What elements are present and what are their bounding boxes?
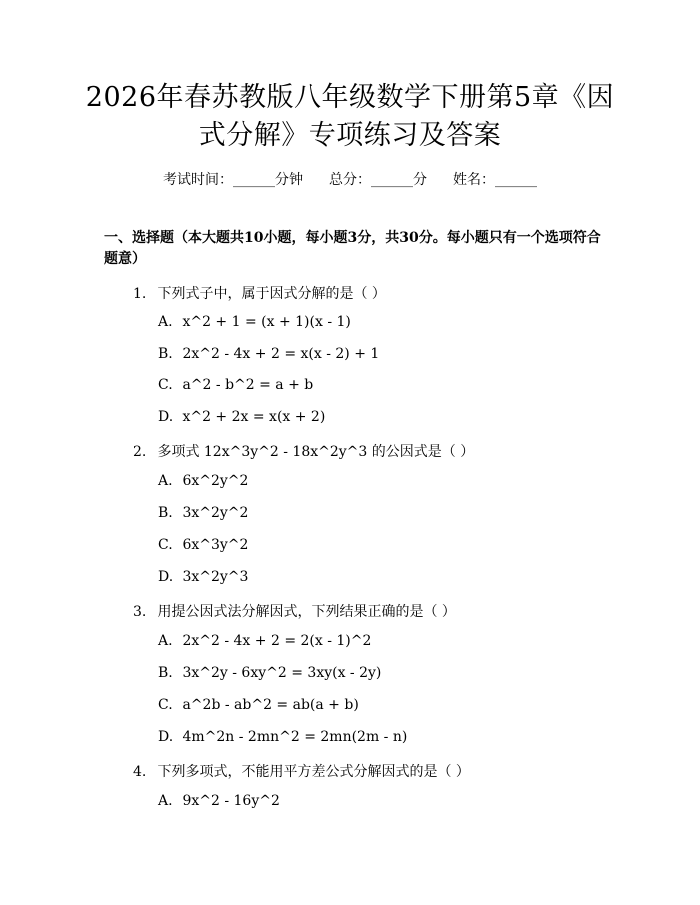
option-text: 2x^2 - 4x + 2 = 2(x - 1)^2	[182, 633, 372, 649]
question-text: 下列多项式，不能用平方差公式分解因式的是（ ）	[157, 764, 470, 780]
option-text: 6x^2y^2	[182, 473, 249, 489]
question-1	[133, 283, 386, 303]
question-1-option-a	[158, 314, 351, 330]
option-label: D.	[158, 409, 174, 425]
option-label: A.	[158, 314, 173, 330]
question-2-option-a	[158, 473, 248, 489]
option-text: x^2 + 2x = x(x + 2)	[182, 409, 326, 425]
question-1-option-d	[158, 409, 325, 425]
option-label: A.	[158, 633, 173, 649]
question-text: 用提公因式法分解因式，下列结果正确的是（ ）	[157, 604, 456, 620]
option-label: A.	[158, 793, 173, 809]
exam-time-field: 考试时间：______分钟	[163, 172, 303, 188]
question-3-option-c	[158, 697, 359, 713]
option-label: C.	[158, 537, 173, 553]
question-3-option-b	[158, 665, 381, 681]
question-number: 4.	[133, 764, 147, 780]
option-label: A.	[158, 473, 173, 489]
student-name-field: 姓名：______	[453, 172, 537, 188]
question-number: 3.	[133, 604, 147, 620]
question-1-option-c	[158, 377, 313, 393]
question-2-option-c	[158, 537, 248, 553]
option-label: B.	[158, 346, 173, 362]
option-text: x^2 + 1 = (x + 1)(x - 1)	[182, 314, 351, 330]
option-text: a^2 - b^2 = a + b	[182, 377, 314, 393]
question-3-option-d	[158, 729, 407, 745]
section-header-choice: 一、选择题（本大题共10小题，每小题3分，共30分。每小题只有一个选项符合题意）	[104, 230, 601, 267]
document-title-line2: 式分解》专项练习及答案	[198, 120, 502, 151]
option-text: 3x^2y - 6xy^2 = 3xy(x - 2y)	[182, 665, 382, 681]
question-number: 1.	[133, 286, 147, 302]
option-text: 3x^2y^3	[182, 569, 249, 585]
option-text: a^2b - ab^2 = ab(a + b)	[182, 697, 359, 713]
question-4	[133, 761, 470, 781]
question-3	[133, 601, 456, 621]
option-label: C.	[158, 377, 173, 393]
question-text: 下列式子中，属于因式分解的是（ ）	[157, 286, 386, 302]
option-label: B.	[158, 505, 173, 521]
document-title-line1: 2026年春苏教版八年级数学下册第5章《因	[85, 82, 615, 113]
option-label: D.	[158, 569, 174, 585]
option-text: 2x^2 - 4x + 2 = x(x - 2) + 1	[182, 346, 380, 362]
exam-meta	[0, 169, 700, 189]
option-text: 4m^2n - 2mn^2 = 2mn(2m - n)	[182, 729, 408, 745]
question-text: 多项式 12x^3y^2 - 18x^2y^3 的公因式是（ ）	[157, 444, 475, 460]
question-3-option-a	[158, 633, 371, 649]
option-text: 3x^2y^2	[182, 505, 249, 521]
option-text: 9x^2 - 16y^2	[182, 793, 280, 809]
question-2-option-b	[158, 505, 248, 521]
option-label: D.	[158, 729, 174, 745]
question-number: 2.	[133, 444, 147, 460]
option-text: 6x^3y^2	[182, 537, 249, 553]
option-label: C.	[158, 697, 173, 713]
option-label: B.	[158, 665, 173, 681]
question-2-option-d	[158, 569, 248, 585]
question-4-option-a	[158, 793, 280, 809]
total-score-field: 总分：______分	[329, 172, 427, 188]
question-2	[133, 441, 474, 461]
question-1-option-b	[158, 346, 379, 362]
